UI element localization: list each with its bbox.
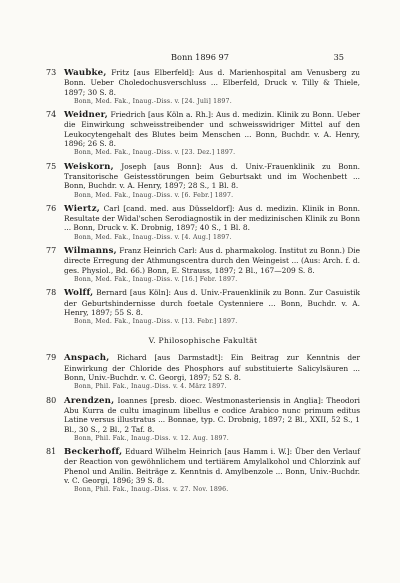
entry-number: 78 bbox=[46, 288, 57, 298]
bibliography-entry bbox=[46, 162, 360, 200]
bibliography-entry bbox=[46, 204, 360, 242]
entry-body bbox=[64, 162, 360, 200]
entry-text: Ioannes [presb. dioec. Westmonasteriensis in Anglia]: Theodori Abu Kurra de cultu imaginum libellus e codice Arabico nunc primum editus Latine versus illustratus ... Bonnae, typ. C. Drobnig, 1897; 2 Bl., XXII, 52 S., 1 Bl., 30 S., 2 Bl., 2 Taf. 8. bbox=[64, 395, 360, 434]
philosophy-entries bbox=[46, 353, 360, 494]
entry-number: 77 bbox=[46, 246, 57, 256]
author-name: Arendzen, bbox=[64, 395, 115, 406]
medical-entries bbox=[46, 68, 360, 326]
entry-text: Friedrich [aus Köln a. Rh.]: Aus d. medizin. Klinik zu Bonn. Ueber die Einwirkung schweisstreibender und schweisswidriger Mittel auf den Leukocytengehalt des Blutes beim Menschen ... Bonn, Buchdr. v. A. Henry, 1896; 26 S. 8. bbox=[64, 110, 360, 149]
author-name: Wolff, bbox=[64, 288, 94, 299]
running-title: Bonn 1896 97 bbox=[171, 52, 229, 62]
author-name: Waubke, bbox=[64, 68, 107, 78]
author-name: Weidner, bbox=[64, 110, 108, 121]
entry-body bbox=[64, 110, 360, 157]
dissertation-note: Bonn, Med. Fak., Inaug.-Diss. v. [4. Aug.] 1897. bbox=[74, 233, 232, 241]
section-heading: V. Philosophische Fakultät bbox=[148, 336, 258, 346]
author-name: Wiertz, bbox=[64, 203, 101, 214]
entry-text: Carl [cand. med. aus Düsseldorf]: Aus d. medizin. Klinik in Bonn. Resultate der Widal'schen Serodiagnostik in der medizinischen Klinik zu Bonn ... Bonn, Druck v. K. Drobnig, 1897; 40 S., 1 Bl. 8. bbox=[64, 203, 360, 233]
entry-number: 80 bbox=[46, 395, 57, 405]
entry-body bbox=[64, 396, 360, 443]
bibliography-entry bbox=[46, 353, 360, 391]
entry-text: Richard [aus Darmstadt]: Ein Beitrag zur Kenntnis der Einwirkung der Chloride des Phosphors auf substituierte Salicylsäuren ... Bonn, Univ.-Buchdr. v. C. Georgi, 1897; 52 S. 8. bbox=[64, 353, 360, 383]
entry-text: Bernard [aus Köln]: Aus d. Univ.-Frauenklinik zu Bonn. Zur Casuistik der Geburtshindernisse durch foetale Cystenniere ... Bonn, Buchdr. v. A. Henry, 1897; 55 S. 8. bbox=[64, 288, 360, 317]
bibliography-entry bbox=[46, 396, 360, 443]
dissertation-note: Bonn, Phil. Fak., Inaug.-Diss. v. 4. März 1897. bbox=[74, 383, 227, 391]
bibliography-entry bbox=[46, 246, 360, 284]
dissertation-note: Bonn, Med. Fak., Inaug.-Diss. v. [23. Dez.] 1897. bbox=[74, 149, 236, 157]
bibliography-entry bbox=[46, 68, 360, 106]
dissertation-note: Bonn, Med. Fak., Inaug.-Diss. v. [13. Febr.] 1897. bbox=[74, 318, 238, 326]
entry-number: 79 bbox=[46, 353, 57, 363]
author-name: Beckerhoff, bbox=[64, 447, 123, 458]
bibliography-entry bbox=[46, 110, 360, 157]
entry-text: Franz Heinrich Carl: Aus d. pharmakolog. Institut zu Bonn.) Die directe Erregung der Athmungscentra durch den Weingeist ... (Aus: Arch. f. d. ges. Physiol., Bd. 66.) Bonn, E. Strauss, 1897; 2 Bl., 167—209 S. 8. bbox=[64, 246, 360, 275]
entry-number: 75 bbox=[46, 161, 57, 171]
entry-list bbox=[46, 68, 360, 499]
dissertation-note: Bonn, Med. Fak., Inaug.-Diss. v. [16.] Febr. 1897. bbox=[74, 275, 238, 283]
dissertation-note: Bonn, Phil. Fak., Inaug.-Diss. v. 12. Aug. 1897. bbox=[74, 434, 229, 442]
entry-number: 76 bbox=[46, 203, 57, 213]
entry-text: Joseph [aus Bonn]: Aus d. Univ.-Frauenklinik zu Bonn. Transitorische Geistesstörungen beim Geburtsakt und im Wochenbett ... Bonn, Buchdr. v. A. Henry, 1897; 28 S., 1 Bl. 8. bbox=[64, 161, 360, 191]
entry-number: 81 bbox=[46, 447, 57, 457]
entry-number: 74 bbox=[46, 110, 57, 120]
entry-body bbox=[64, 447, 360, 494]
entry-body bbox=[64, 68, 360, 106]
entry-text: Fritz [aus Elberfeld]: Aus d. Marienhospital am Venusberg zu Bonn. Ueber Choledochusverschluss ... Elberfeld, Druck v. Tilly & Thiele, 1897; 30 S. 8. bbox=[64, 68, 360, 97]
entry-body bbox=[64, 288, 360, 326]
author-name: Weiskorn, bbox=[64, 161, 114, 172]
entry-body bbox=[64, 204, 360, 242]
bibliography-entry bbox=[46, 288, 360, 326]
dissertation-note: Bonn, Med. Fak., Inaug.-Diss. v. [6. Febr.] 1897. bbox=[74, 191, 234, 199]
entry-number: 73 bbox=[46, 68, 57, 77]
dissertation-note: Bonn, Phil. Fak., Inaug.-Diss. v. 27. Nov. 1896. bbox=[74, 486, 229, 494]
bibliography-entry bbox=[46, 447, 360, 494]
dissertation-note: Bonn, Med. Fak., Inaug.-Diss. v. [24. Juli] 1897. bbox=[74, 97, 232, 105]
author-name: Wilmanns, bbox=[64, 246, 117, 257]
running-head bbox=[0, 52, 400, 64]
entry-body bbox=[64, 246, 360, 284]
entry-text: Eduard Wilhelm Heinrich [aus Hamm i. W.]: Über den Verlauf der Reaction von gewöhnlichem und tertiärem Amylalkohol und Chlorzink auf Phenol und Anilin. Beiträge z. Kenntnis d. Amylbenzole ... Bonn, Univ.-Buchdr. v. C. Georgi, 1896; 39 S. 8. bbox=[64, 447, 360, 485]
author-name: Anspach, bbox=[64, 353, 110, 364]
entry-body bbox=[64, 353, 360, 391]
page-number: 35 bbox=[333, 52, 344, 62]
